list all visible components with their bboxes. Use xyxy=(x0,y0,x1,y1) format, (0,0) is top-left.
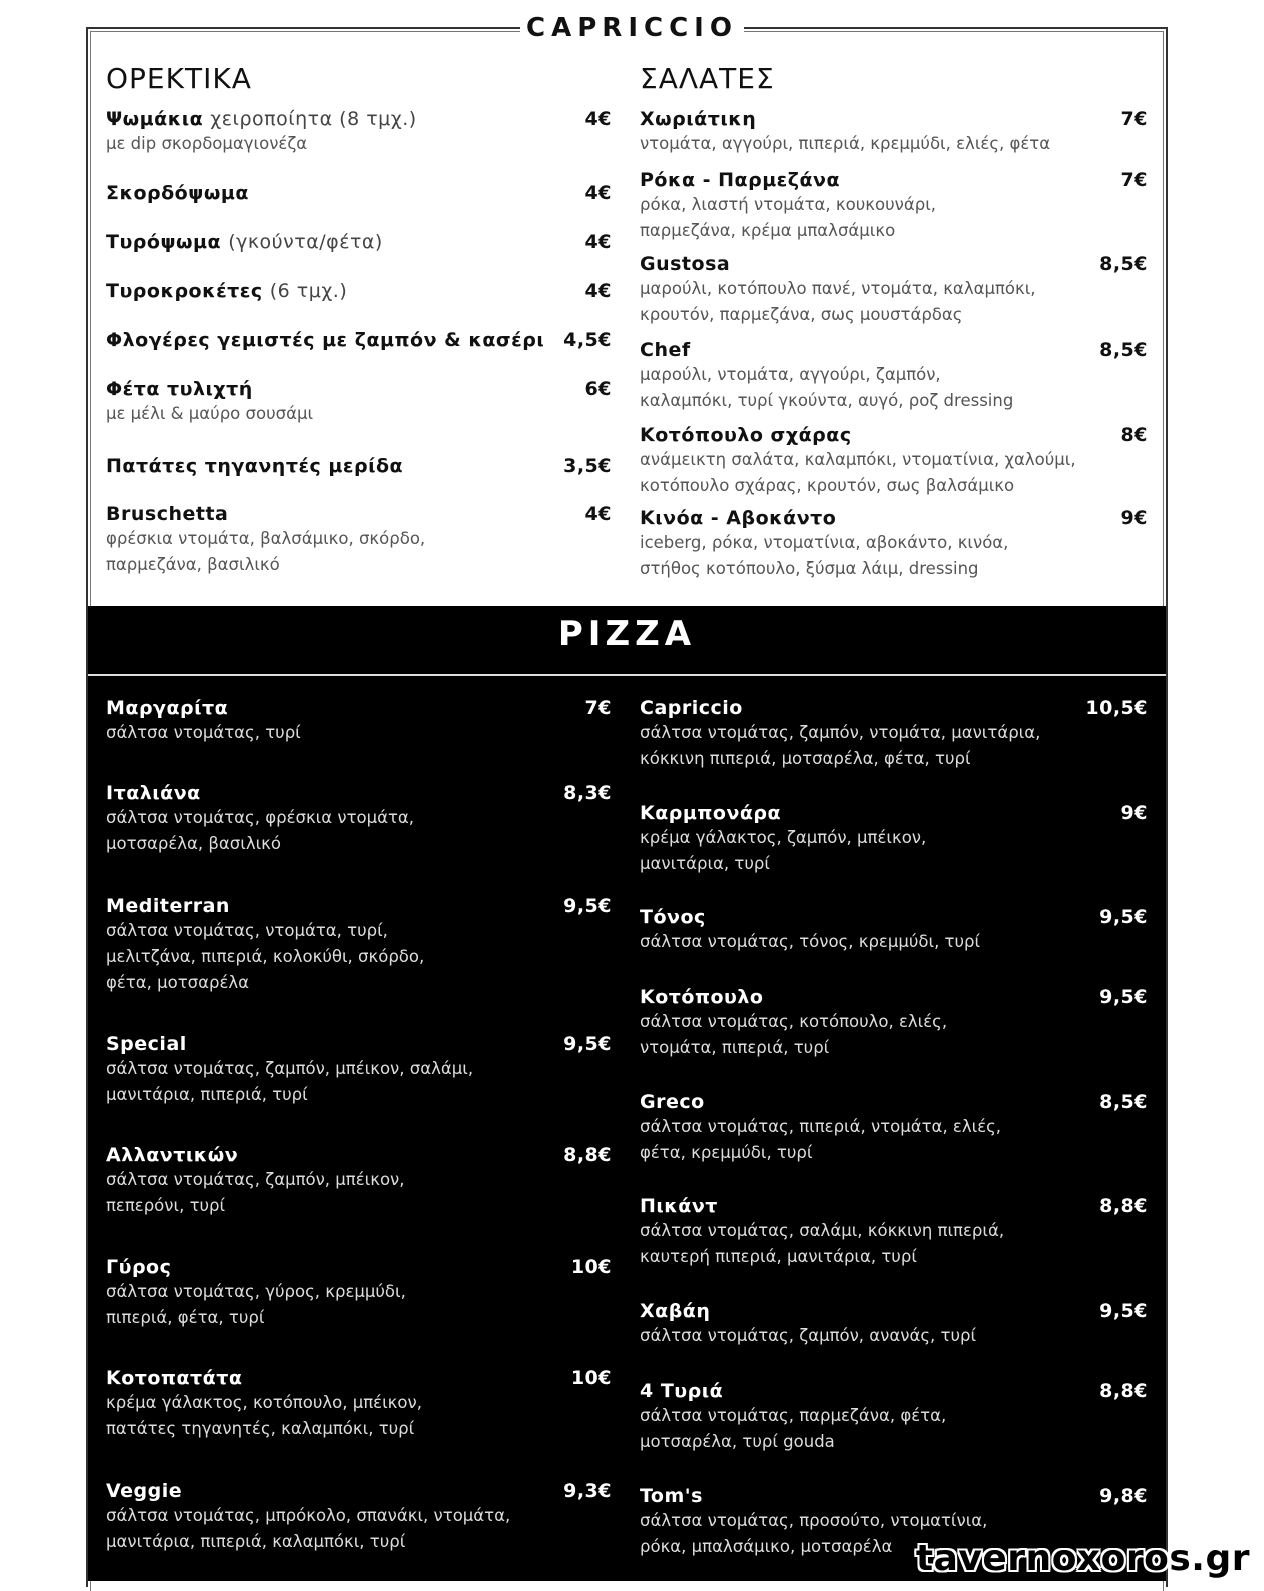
menu-item-title xyxy=(106,503,228,525)
menu-item xyxy=(106,697,612,745)
menu-item-price: 9€ xyxy=(1120,802,1148,824)
menu-item-description: κοτόπουλο σχάρας, κρουτόν, σως βαλσάμικο xyxy=(640,476,1015,495)
menu-item xyxy=(106,1367,612,1441)
menu-item-description: σάλτσα ντομάτας, ντομάτα, τυρί, xyxy=(106,921,388,940)
menu-item-price: 8,5€ xyxy=(1099,253,1148,275)
menu-item-name: Gustosa xyxy=(640,253,731,275)
menu-item-description: iceberg, ρόκα, ντοματίνια, αβοκάντο, κινόα, xyxy=(640,533,1009,552)
menu-item-name: Κοτόπουλο xyxy=(640,986,764,1008)
menu-item-title xyxy=(640,1380,723,1402)
menu-item-header xyxy=(106,280,612,302)
menu-item xyxy=(640,339,1148,413)
menu-item-name: Ψωμάκια xyxy=(106,108,204,130)
menu-item-header xyxy=(106,503,612,525)
menu-item-price: 9,5€ xyxy=(563,1033,612,1055)
menu-item-title xyxy=(106,1367,242,1389)
menu-item-header xyxy=(106,108,612,130)
pizza-divider xyxy=(88,674,1166,676)
menu-item-description: μοτσαρέλα, βασιλικό xyxy=(106,834,281,853)
menu-item-price: 10€ xyxy=(570,1256,612,1278)
menu-item-header xyxy=(640,986,1148,1008)
menu-item-name: Χωριάτικη xyxy=(640,108,757,130)
menu-item-title xyxy=(640,1300,710,1322)
menu-item-price: 8,8€ xyxy=(563,1144,612,1166)
menu-item-price: 10,5€ xyxy=(1085,697,1148,719)
menu-item-description: καυτερή πιπεριά, μανιτάρια, τυρί xyxy=(640,1247,917,1266)
menu-item-description: σάλτσα ντομάτας, ζαμπόν, μπέικον, σαλάμι, xyxy=(106,1059,474,1078)
menu-item-header xyxy=(640,169,1148,191)
menu-item-header xyxy=(106,1033,612,1055)
menu-item-title xyxy=(106,280,347,302)
menu-item xyxy=(106,503,612,577)
menu-item-description: πατάτες τηγανητές, καλαμπόκι, τυρί xyxy=(106,1419,415,1438)
menu-item-name: Capriccio xyxy=(640,697,743,719)
menu-item-title xyxy=(640,169,840,191)
menu-item-header xyxy=(106,182,612,204)
menu-item-header xyxy=(640,1091,1148,1113)
menu-item-name: Greco xyxy=(640,1091,705,1113)
menu-item-title xyxy=(106,895,230,917)
menu-item-title xyxy=(106,1256,171,1278)
menu-item-price: 8€ xyxy=(1120,424,1148,446)
menu-item xyxy=(640,1195,1148,1269)
menu-item-price: 9,3€ xyxy=(563,1480,612,1502)
menu-item-description: μαρούλι, ντομάτα, αγγούρι, ζαμπόν, xyxy=(640,365,941,384)
menu-item-description: σάλτσα ντομάτας, πιπεριά, ντομάτα, ελιές, xyxy=(640,1117,1002,1136)
menu-item-price: 8,5€ xyxy=(1099,339,1148,361)
menu-item-description: κρουτόν, παρμεζάνα, σως μουστάρδας xyxy=(640,305,963,324)
menu-item-price: 3,5€ xyxy=(563,455,612,477)
menu-item-description: μελιτζάνα, πιπεριά, κολοκύθι, σκόρδο, xyxy=(106,947,425,966)
menu-item-description: κρέμα γάλακτος, κοτόπουλο, μπέικον, xyxy=(106,1393,422,1412)
menu-item-price: 9,5€ xyxy=(1099,1300,1148,1322)
menu-item xyxy=(640,986,1148,1060)
menu-item-name: Τόνος xyxy=(640,906,706,928)
menu-item xyxy=(106,182,612,204)
menu-item-description: με dip σκορδομαγιονέζα xyxy=(106,134,308,153)
menu-item-price: 4€ xyxy=(584,280,612,302)
menu-item-note: (6 τμχ.) xyxy=(269,280,348,302)
menu-item-name: Φέτα τυλιχτή xyxy=(106,378,253,400)
menu-item-title xyxy=(640,1485,703,1507)
menu-item-header xyxy=(640,697,1148,719)
menu-item-description: σάλτσα ντομάτας, ζαμπόν, μπέικον, xyxy=(106,1170,405,1189)
menu-item-name: Καρμπονάρα xyxy=(640,802,782,824)
menu-item-header xyxy=(640,1195,1148,1217)
menu-item-header xyxy=(640,1300,1148,1322)
menu-item-header xyxy=(640,802,1148,824)
menu-item-header xyxy=(106,1144,612,1166)
menu-item-description: σάλτσα ντομάτας, παρμεζάνα, φέτα, xyxy=(640,1406,947,1425)
menu-item-header xyxy=(106,1480,612,1502)
menu-item xyxy=(106,231,612,253)
menu-item-name: 4 Τυριά xyxy=(640,1380,724,1402)
menu-item xyxy=(106,455,612,477)
menu-item-title xyxy=(640,802,781,824)
menu-item-title xyxy=(640,906,706,928)
menu-item xyxy=(640,802,1148,876)
menu-item-description: πιπεριά, φέτα, τυρί xyxy=(106,1308,265,1327)
menu-item-name: Κινόα - Αβοκάντο xyxy=(640,507,837,529)
menu-item-title xyxy=(640,507,836,529)
menu-item-description: παρμεζάνα, κρέμα μπαλσάμικο xyxy=(640,221,896,240)
menu-item-name: Bruschetta xyxy=(106,503,229,525)
menu-item-name: Μαργαρίτα xyxy=(106,697,229,719)
menu-item-description: ρόκα, μπαλσάμικο, μοτσαρέλα xyxy=(640,1537,893,1556)
menu-item xyxy=(640,253,1148,327)
menu-item-description: μοτσαρέλα, τυρί gouda xyxy=(640,1432,835,1451)
menu-item-title xyxy=(640,697,743,719)
menu-item-header xyxy=(106,697,612,719)
menu-item-price: 10€ xyxy=(570,1367,612,1389)
menu-item-title xyxy=(640,1195,718,1217)
menu-item-price: 7€ xyxy=(1120,169,1148,191)
menu-item-name: Κοτόπουλο σχάρας xyxy=(640,424,852,446)
menu-item xyxy=(640,906,1148,954)
menu-item-title xyxy=(106,697,228,719)
menu-item-description: παρμεζάνα, βασιλικό xyxy=(106,555,280,574)
menu-item-price: 7€ xyxy=(584,697,612,719)
menu-item xyxy=(640,1300,1148,1348)
menu-item-description: σάλτσα ντομάτας, ζαμπόν, ανανάς, τυρί xyxy=(640,1326,977,1345)
menu-item-title xyxy=(106,182,249,204)
menu-item-title xyxy=(106,231,383,253)
menu-item xyxy=(106,782,612,856)
appetizers-title: ΟΡΕΚΤΙΚΑ xyxy=(106,62,252,95)
menu-item-description: καλαμπόκι, τυρί γκούντα, αυγό, ροζ dressing xyxy=(640,391,1014,410)
menu-item xyxy=(640,424,1148,498)
menu-item-price: 8,3€ xyxy=(563,782,612,804)
menu-item xyxy=(640,108,1148,156)
menu-item-description: ντομάτα, αγγούρι, πιπεριά, κρεμμύδι, ελιές, φέτα xyxy=(640,134,1051,153)
menu-item-description: φρέσκια ντομάτα, βαλσάμικο, σκόρδο, xyxy=(106,529,426,548)
menu-item-description: φέτα, μοτσαρέλα xyxy=(106,973,249,992)
menu-item-title xyxy=(640,424,852,446)
menu-item-header xyxy=(640,906,1148,928)
menu-item-title xyxy=(106,1033,187,1055)
menu-item-description: σάλτσα ντομάτας, γύρος, κρεμμύδι, xyxy=(106,1282,406,1301)
menu-item-header xyxy=(640,1485,1148,1507)
menu-item-title xyxy=(106,1480,182,1502)
menu-item-description: φέτα, κρεμμύδι, τυρί xyxy=(640,1143,813,1162)
menu-item-title xyxy=(640,108,756,130)
menu-item-description: σάλτσα ντομάτας, τυρί xyxy=(106,723,301,742)
menu-item xyxy=(640,697,1148,771)
menu-item-header xyxy=(106,1256,612,1278)
menu-item-description: μανιτάρια, πιπεριά, καλαμπόκι, τυρί xyxy=(106,1532,406,1551)
menu-item-name: Κοτοπατάτα xyxy=(106,1367,243,1389)
watermark: tavernoxoros.gr xyxy=(915,1538,1250,1579)
menu-item-header xyxy=(106,1367,612,1389)
menu-item-name: Πατάτες τηγανητές μερίδα xyxy=(106,455,404,477)
menu-item-title xyxy=(106,378,253,400)
menu-item-title xyxy=(106,782,201,804)
menu-item-price: 4€ xyxy=(584,182,612,204)
menu-item xyxy=(106,1256,612,1330)
menu-item-description: κρέμα γάλακτος, ζαμπόν, μπέικον, xyxy=(640,828,927,847)
menu-item-name: Τυροκροκέτες xyxy=(106,280,263,302)
menu-item xyxy=(640,169,1148,243)
menu-item-description: πεπερόνι, τυρί xyxy=(106,1196,226,1215)
menu-item-name: Τυρόψωμα xyxy=(106,231,222,253)
menu-item-description: μανιτάρια, πιπεριά, τυρί xyxy=(106,1085,308,1104)
menu-item-price: 4€ xyxy=(584,108,612,130)
menu-item-name: Veggie xyxy=(106,1480,183,1502)
menu-item-description: σάλτσα ντομάτας, ζαμπόν, ντομάτα, μανιτάρια, xyxy=(640,723,1041,742)
menu-item xyxy=(640,1091,1148,1165)
menu-item xyxy=(106,1144,612,1218)
menu-item xyxy=(106,108,612,156)
menu-item-price: 4€ xyxy=(584,231,612,253)
menu-item xyxy=(106,378,612,426)
menu-item-name: Special xyxy=(106,1033,187,1055)
pizza-title: PIZZA xyxy=(557,614,697,654)
menu-item-title xyxy=(640,253,730,275)
salads-title: ΣΑΛΑΤΕΣ xyxy=(640,62,775,95)
menu-item-name: Mediterran xyxy=(106,895,230,917)
menu-item-header xyxy=(106,231,612,253)
menu-item-price: 8,8€ xyxy=(1099,1380,1148,1402)
menu-item-note: χειροποίητα (8 τμχ.) xyxy=(210,108,417,130)
menu-item-note: (γκούντα/φέτα) xyxy=(228,231,383,253)
menu-item-price: 9,5€ xyxy=(563,895,612,917)
menu-item xyxy=(106,329,612,351)
menu-item-description: μαρούλι, κοτόπουλο πανέ, ντομάτα, καλαμπόκι, xyxy=(640,279,1036,298)
menu-item xyxy=(106,1033,612,1107)
menu-item-description: κόκκινη πιπεριά, μοτσαρέλα, φέτα, τυρί xyxy=(640,749,971,768)
menu-item-title xyxy=(640,339,691,361)
menu-item-description: ρόκα, λιαστή ντομάτα, κουκουνάρι, xyxy=(640,195,937,214)
menu-item-description: στήθος κοτόπουλο, ξύσμα λάιμ, dressing xyxy=(640,559,979,578)
menu-item-header xyxy=(640,253,1148,275)
menu-item-price: 4,5€ xyxy=(563,329,612,351)
menu-item-description: σάλτσα ντομάτας, φρέσκια ντομάτα, xyxy=(106,808,415,827)
menu-item-name: Chef xyxy=(640,339,691,361)
menu-item-description: μανιτάρια, τυρί xyxy=(640,854,770,873)
brand-name: CAPRICCIO xyxy=(526,13,738,43)
menu-item-title xyxy=(640,1091,705,1113)
menu-item-name: Φλογέρες γεμιστές με ζαμπόν & κασέρι xyxy=(106,329,545,351)
menu-item-header xyxy=(106,378,612,400)
menu-item-name: Γύρος xyxy=(106,1256,172,1278)
menu-item-header xyxy=(106,782,612,804)
menu-item-title xyxy=(640,986,763,1008)
menu-item-header xyxy=(640,1380,1148,1402)
menu-item-name: Αλλαντικών xyxy=(106,1144,239,1166)
menu-item-name: Χαβάη xyxy=(640,1300,711,1322)
menu-item-name: Ιταλιάνα xyxy=(106,782,201,804)
menu-item-price: 9,5€ xyxy=(1099,906,1148,928)
menu-item xyxy=(640,1380,1148,1454)
menu-item-description: σάλτσα ντομάτας, μπρόκολο, σπανάκι, ντομάτα, xyxy=(106,1506,511,1525)
menu-item-price: 4€ xyxy=(584,503,612,525)
menu-item-title xyxy=(106,455,403,477)
menu-item-header xyxy=(106,455,612,477)
menu-item-title xyxy=(106,329,544,351)
menu-item-price: 9€ xyxy=(1120,507,1148,529)
menu-item-name: Tom's xyxy=(640,1485,703,1507)
menu-item xyxy=(106,1480,612,1554)
menu-item-description: σάλτσα ντομάτας, κοτόπουλο, ελιές, xyxy=(640,1012,948,1031)
menu-item-price: 8,8€ xyxy=(1099,1195,1148,1217)
menu-item-price: 7€ xyxy=(1120,108,1148,130)
menu-item-description: ανάμεικτη σαλάτα, καλαμπόκι, ντοματίνια, χαλούμι, xyxy=(640,450,1076,469)
menu-item-name: Σκορδόψωμα xyxy=(106,182,249,204)
menu-item-price: 8,5€ xyxy=(1099,1091,1148,1113)
menu-item-name: Ρόκα - Παρμεζάνα xyxy=(640,169,841,191)
brand-logo xyxy=(520,10,744,46)
menu-item-header xyxy=(640,507,1148,529)
menu-item-header xyxy=(106,329,612,351)
menu-item-price: 9,8€ xyxy=(1099,1485,1148,1507)
menu-item-header xyxy=(640,339,1148,361)
menu-item xyxy=(106,895,612,995)
menu-item-price: 6€ xyxy=(584,378,612,400)
menu-item-description: ντομάτα, πιπεριά, τυρί xyxy=(640,1038,830,1057)
menu-item-header xyxy=(106,895,612,917)
menu-item-description: με μέλι & μαύρο σουσάμι xyxy=(106,404,314,423)
menu-item-description: σάλτσα ντομάτας, τόνος, κρεμμύδι, τυρί xyxy=(640,932,981,951)
menu-item xyxy=(640,507,1148,581)
menu-item-title xyxy=(106,1144,238,1166)
menu-item-description: σάλτσα ντομάτας, προσούτο, ντοματίνια, xyxy=(640,1511,988,1530)
menu-item xyxy=(106,280,612,302)
menu-item-name: Πικάντ xyxy=(640,1195,718,1217)
menu-item-header xyxy=(640,108,1148,130)
menu-item-header xyxy=(640,424,1148,446)
menu-item-description: σάλτσα ντομάτας, σαλάμι, κόκκινη πιπεριά, xyxy=(640,1221,1005,1240)
menu-item-title xyxy=(106,108,417,130)
menu-item-price: 9,5€ xyxy=(1099,986,1148,1008)
